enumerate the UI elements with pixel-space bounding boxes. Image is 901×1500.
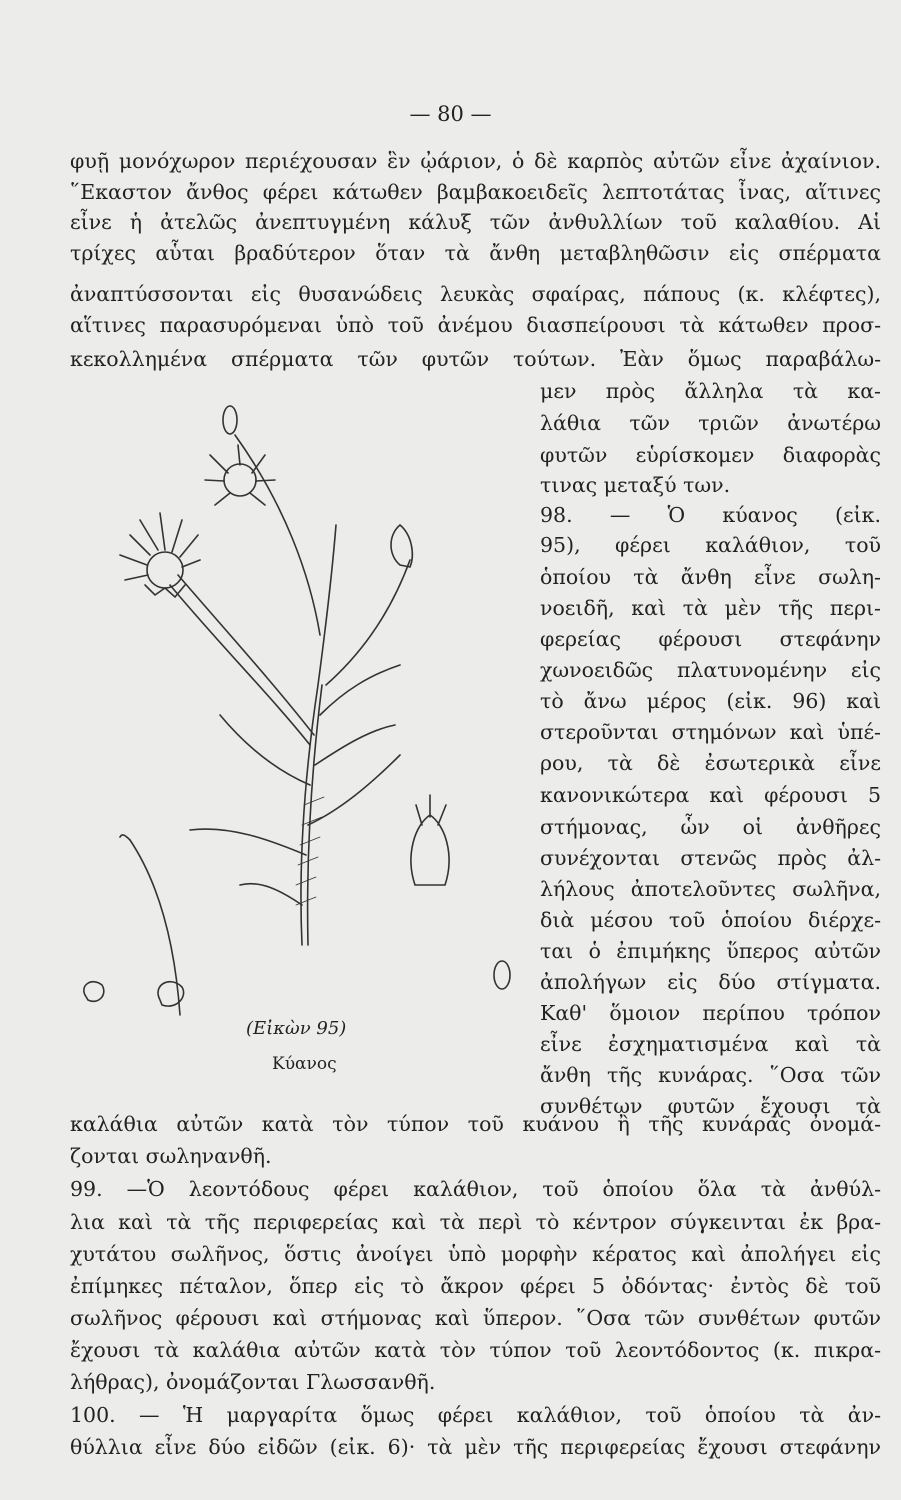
column-line: λήλους ἀποτελοῦντες σωλῆνα,: [540, 877, 881, 901]
column-line: συνέχονται στενῶς πρὸς ἀλ-: [540, 846, 881, 870]
text-line: ἐπίμηκες πέταλον, ὅπερ εἰς τὸ ἄκρον φέρει 5 ὀδόντας· ἐντὸς δὲ τοῦ: [70, 1274, 881, 1298]
cornflower-drawing: [70, 385, 530, 1020]
text-line: ἀναπτύσσονται εἰς θυσανώδεις λευκὰς σφαίρας, πάπους (κ. κλέφτες),: [70, 282, 881, 306]
column-line: συνθέτων φυτῶν ἔχουσι τὰ: [540, 1094, 881, 1118]
text-line: ἔχουσι τὰ καλάθια αὐτῶν κατὰ τὸν τύπον τοῦ λεοντόδοντος (κ. πικρα-: [70, 1338, 881, 1362]
text-line: τρίχες αὗται βραδύτερον ὅταν τὰ ἄνθη μεταβληθῶσιν εἰς σπέρματα: [70, 241, 881, 265]
column-line: τὸ ἄνω μέρος (εἰκ. 96) καὶ: [540, 689, 881, 713]
column-line: φερείας φέρουσι στεφάνην: [540, 627, 881, 651]
text-line: λήθρας), ὀνομάζονται Γλωσσανθῆ.: [70, 1370, 436, 1394]
figure-title: Κύανος: [272, 1054, 337, 1074]
column-line: ρου, τὰ δὲ ἐσωτερικὰ εἶνε: [540, 751, 881, 775]
text-line: ζονται σωληνανθῆ.: [70, 1144, 272, 1168]
column-line: φυτῶν εὑρίσκομεν διαφορὰς: [540, 443, 881, 467]
text-line: σωλῆνος φέρουσι καὶ στήμονας καὶ ὕπερον. ῞Οσα τῶν συνθέτων φυτῶν: [70, 1306, 881, 1330]
text-line: καλάθια αὐτῶν κατὰ τὸν τύπον τοῦ κυάνου ἢ τῆς κυνάρας ὀνομά-: [70, 1112, 881, 1136]
column-line: ται ὁ ἐπιμήκης ὕπερος αὐτῶν: [540, 939, 881, 963]
column-line: λάθια τῶν τριῶν ἀνωτέρω: [540, 411, 881, 435]
section-98-heading-line: 98. — Ὁ κύανος (εἰκ.: [540, 503, 881, 527]
column-line: στεροῦνται στημόνων καὶ ὑπέ-: [540, 720, 881, 744]
text-line: φυῇ μονόχωρον περιέχουσαν ἓν ᾠάριον, ὁ δὲ καρπὸς αὐτῶν εἶνε ἀχαίνιον.: [70, 149, 881, 173]
column-line: χωνοειδῶς πλατυνομένην εἰς: [540, 658, 881, 682]
column-line: ἀπολήγων εἰς δύο στίγματα.: [540, 970, 881, 994]
figure-caption: (Εἰκὼν 95): [246, 1018, 347, 1039]
column-line: διὰ μέσου τοῦ ὁποίου διέρχε-: [540, 908, 881, 932]
section-99-heading-line: 99. —Ὁ λεοντόδους φέρει καλάθιον, τοῦ ὁποίου ὅλα τὰ ἀνθύλ-: [70, 1177, 881, 1201]
column-line: 95), φέρει καλάθιον, τοῦ: [540, 533, 881, 557]
column-line: Καθ' ὅμοιον περίπου τρόπον: [540, 1001, 881, 1025]
column-line: ἄνθη τῆς κυνάρας. ῞Οσα τῶν: [540, 1063, 881, 1087]
column-line: ὁποίου τὰ ἄνθη εἶνε σωλη-: [540, 565, 881, 589]
section-100-heading-line: 100. — Ἡ μαργαρίτα ὅμως φέρει καλάθιον, τοῦ ὁποίου τὰ ἀν-: [70, 1403, 881, 1427]
text-line: εἶνε ἡ ἀτελῶς ἀνεπτυγμένη κάλυξ τῶν ἀνθυλλίων τοῦ καλαθίου. Αἱ: [70, 210, 881, 234]
text-line: θύλλια εἶνε δύο εἰδῶν (εἰκ. 6)· τὰ μὲν τῆς περιφερείας ἔχουσι στεφάνην: [70, 1435, 881, 1459]
column-line: μεν πρὸς ἄλληλα τὰ κα-: [540, 379, 881, 403]
text-line: αἵτινες παρασυρόμεναι ὑπὸ τοῦ ἀνέμου διασπείρουσι τὰ κάτωθεν προσ-: [70, 313, 881, 337]
column-line: στήμονας, ὧν οἱ ἀνθῆρες: [540, 815, 881, 839]
cornflower-illustration: [70, 385, 530, 1020]
text-line: χυτάτου σωλῆνος, ὅστις ἀνοίγει ὑπὸ μορφὴν κέρατος καὶ ἀπολήγει εἰς: [70, 1242, 881, 1266]
column-line: εἶνε ἐσχηματισμένα καὶ τὰ: [540, 1032, 881, 1056]
text-line: λια καὶ τὰ τῆς περιφερείας καὶ τὰ περὶ τὸ κέντρον σύγκεινται ἐκ βρα-: [70, 1210, 881, 1234]
text-line: κεκολλημένα σπέρματα τῶν φυτῶν τούτων. Ἐὰν ὅμως παραβάλω-: [70, 347, 881, 371]
page-number: — 80 —: [409, 102, 492, 126]
column-line: τινας μεταξύ των.: [540, 473, 731, 497]
text-line: ῞Εκαστον ἄνθος φέρει κάτωθεν βαμβακοειδεῖς λεπτοτάτας ἶνας, αἵτινες: [70, 180, 881, 204]
column-line: νοειδῆ, καὶ τὰ μὲν τῆς περι-: [540, 596, 881, 620]
column-line: κανονικώτερα καὶ φέρουσι 5: [540, 783, 881, 807]
